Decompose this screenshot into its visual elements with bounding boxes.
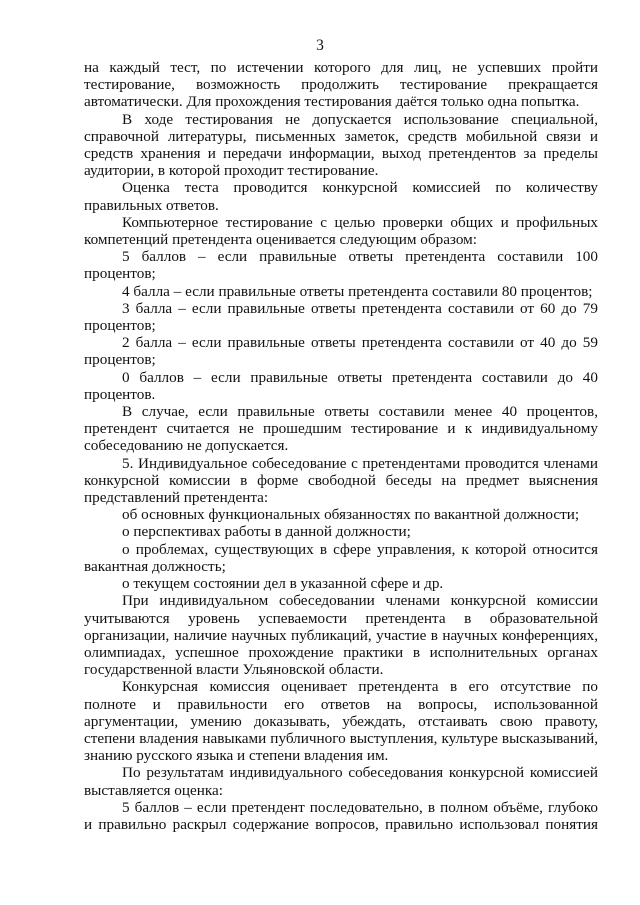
paragraph-interview-section: 5. Индивидуальное собеседование с претендентами проводится членами конкурсной комиссии в форме свободной беседы на предмет выяснения представлений претендента: — [84, 454, 598, 507]
paragraph-commission-evaluation: Конкурсная комиссия оценивает претендента в его отсутствие по полноте и правильности его ответов на вопросы, использованной аргументации, умению доказывать, убеждать, отстаивать свою правоту, степени владения навыками публичного выступления, культуре высказываний, знанию русского языка и степени владения им. — [84, 678, 598, 765]
paragraph-interview-criteria: При индивидуальном собеседовании членами конкурсной комиссии учитываются уровень успеваемости претендента в образовательной организации, наличие научных публикаций, участие в научных конференциях, олимпиадах, успешное прохождение практики в исполнительных органах государственной власти Ульяновской области. — [84, 592, 598, 679]
document-body — [84, 59, 598, 833]
paragraph-score-5: 5 баллов – если правильные ответы претендента составили 100 процентов; — [84, 248, 598, 283]
list-item-current-state: о текущем состоянии дел в указанной сфере и др. — [122, 575, 444, 593]
paragraph-score-3: 3 балла – если правильные ответы претендента составили от 60 до 79 процентов; — [84, 299, 598, 335]
paragraph-score-0: 0 баллов – если правильные ответы претендента составили до 40 процентов. — [84, 368, 598, 403]
paragraph-test-assessment: Оценка теста проводится конкурсной комиссией по количеству правильных ответов. — [84, 179, 598, 214]
paragraph-test-restrictions: В ходе тестирования не допускается использование специальной, справочной литературы, письменных заметок, средств мобильной связи и средств хранения и передачи информации, выход претендентов за пределы аудитории, в которой проходит тестирование. — [84, 110, 598, 180]
paragraph-interview-score-5: 5 баллов – если претендент последовательно, в полном объёме, глубоко и правильно раскрыл содержание вопросов, правильно использовал понятия — [84, 798, 598, 833]
page-number: 3 — [316, 37, 324, 54]
paragraph-test-duration: на каждый тест, по истечении которого для лиц, не успевших пройти тестирование, возможность продолжить тестирование прекращается автоматически. Для прохождения тестирования даётся только одна попытка. — [84, 59, 598, 111]
paragraph-interview-results: По результатам индивидуального собеседования конкурсной комиссией выставляется оценка: — [84, 764, 598, 799]
list-item-problems: о проблемах, существующих в сфере управления, к которой относится вакантная должность; — [84, 540, 598, 575]
paragraph-failed-test: В случае, если правильные ответы составили менее 40 процентов, претендент считается не прошедшим тестирование и к индивидуальному собеседованию не допускается. — [84, 403, 598, 455]
paragraph-score-2: 2 балла – если правильные ответы претендента составили от 40 до 59 процентов; — [84, 334, 598, 369]
paragraph-score-4: 4 балла – если правильные ответы претендента составили 80 процентов; — [122, 282, 593, 300]
list-item-prospects: о перспективах работы в данной должности; — [122, 523, 411, 541]
paragraph-scoring-intro: Компьютерное тестирование с целью проверки общих и профильных компетенций претендента оценивается следующим образом: — [84, 213, 598, 249]
list-item-duties: об основных функциональных обязанностях по вакантной должности; — [122, 506, 580, 524]
